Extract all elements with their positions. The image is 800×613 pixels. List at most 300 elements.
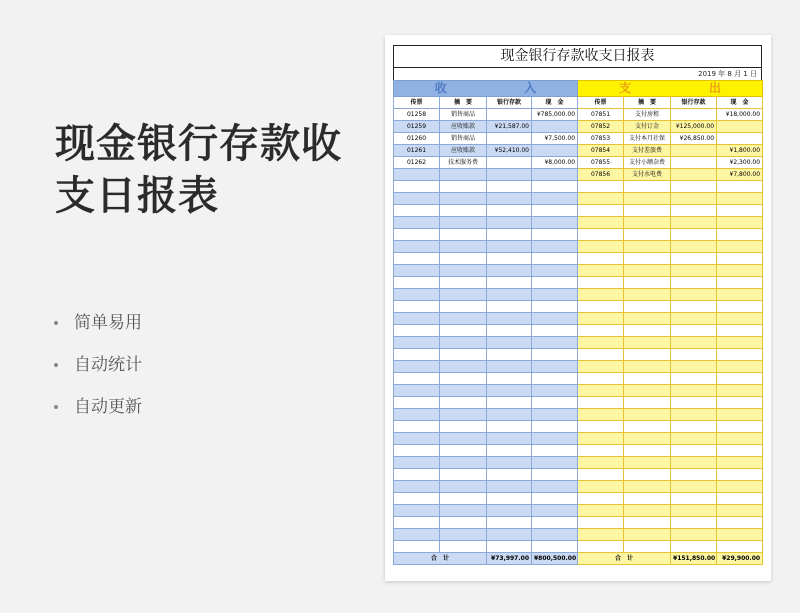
income-cell-summary — [440, 205, 487, 217]
income-cell-voucher — [394, 241, 440, 253]
income-cell-summary — [440, 241, 487, 253]
income-cell-bank — [487, 505, 532, 517]
income-cell-voucher — [394, 469, 440, 481]
feature-label: 自动更新 — [74, 397, 142, 417]
expense-cell-bank — [671, 361, 717, 373]
expense-cell-summary: 支付小额杂费 — [624, 157, 671, 169]
income-cell-cash — [532, 505, 578, 517]
income-cell-summary: 技术服务费 — [440, 157, 487, 169]
expense-cell-summary — [624, 337, 671, 349]
expense-cell-summary: 支付水电费 — [624, 169, 671, 181]
income-cell-bank — [487, 529, 532, 541]
income-cell-summary — [440, 169, 487, 181]
expense-cell-cash: ¥7,800.00 — [717, 169, 763, 181]
income-cell-summary — [440, 337, 487, 349]
table-row — [394, 133, 763, 145]
expense-cell-voucher — [578, 445, 624, 457]
table-row — [394, 121, 763, 133]
income-cell-voucher: 01259 — [394, 121, 440, 133]
income-cell-bank — [487, 433, 532, 445]
expense-cell-voucher — [578, 205, 624, 217]
income-cell-bank — [487, 313, 532, 325]
expense-cell-cash — [717, 205, 763, 217]
expense-cell-cash: ¥2,300.00 — [717, 157, 763, 169]
income-cell-bank — [487, 325, 532, 337]
expense-cell-voucher: 07855 — [578, 157, 624, 169]
expense-section-char: 支 — [619, 81, 632, 95]
income-cell-bank — [487, 481, 532, 493]
income-cell-summary — [440, 373, 487, 385]
table-row — [394, 373, 763, 385]
expense-cell-summary: 支付差旅费 — [624, 145, 671, 157]
table-row — [394, 397, 763, 409]
expense-cell-cash — [717, 457, 763, 469]
table-row — [394, 277, 763, 289]
report-document — [393, 45, 762, 565]
table-row — [394, 493, 763, 505]
expense-cell-bank — [671, 301, 717, 313]
income-cell-cash — [532, 433, 578, 445]
expense-cell-voucher — [578, 361, 624, 373]
income-cell-voucher — [394, 541, 440, 553]
expense-cell-bank — [671, 409, 717, 421]
income-cell-cash — [532, 421, 578, 433]
income-cell-voucher — [394, 301, 440, 313]
expense-cell-bank — [671, 181, 717, 193]
income-cell-voucher: 01261 — [394, 145, 440, 157]
expense-cell-cash — [717, 421, 763, 433]
expense-cell-bank — [671, 253, 717, 265]
expense-cell-cash — [717, 241, 763, 253]
table-row — [394, 469, 763, 481]
income-cell-bank — [487, 241, 532, 253]
income-cell-cash — [532, 193, 578, 205]
income-cell-summary — [440, 469, 487, 481]
income-cell-bank — [487, 493, 532, 505]
income-cell-bank — [487, 397, 532, 409]
income-cell-bank — [487, 181, 532, 193]
expense-cell-voucher — [578, 349, 624, 361]
income-cell-summary — [440, 517, 487, 529]
income-cell-bank — [487, 205, 532, 217]
report-sheet — [385, 35, 771, 581]
income-cell-voucher — [394, 409, 440, 421]
table-row — [394, 241, 763, 253]
expense-cell-bank: ¥125,000.00 — [671, 121, 717, 133]
expense-header-cash: 现 金 — [717, 97, 763, 109]
expense-cell-voucher — [578, 289, 624, 301]
expense-cell-voucher — [578, 457, 624, 469]
expense-cell-bank: ¥26,850.00 — [671, 133, 717, 145]
income-cell-bank — [487, 229, 532, 241]
income-cell-cash — [532, 265, 578, 277]
income-cell-cash — [532, 277, 578, 289]
income-cell-summary — [440, 409, 487, 421]
expense-cell-cash — [717, 277, 763, 289]
expense-header-voucher: 传票 — [578, 97, 624, 109]
income-cell-summary — [440, 349, 487, 361]
expense-cell-bank — [671, 505, 717, 517]
expense-cell-voucher — [578, 397, 624, 409]
table-row — [394, 205, 763, 217]
expense-cell-voucher — [578, 433, 624, 445]
expense-cell-cash — [717, 385, 763, 397]
income-cell-summary — [440, 325, 487, 337]
income-cell-voucher — [394, 217, 440, 229]
table-row — [394, 481, 763, 493]
income-cell-summary — [440, 313, 487, 325]
table-row — [394, 505, 763, 517]
income-cell-bank: ¥52,410.00 — [487, 145, 532, 157]
expense-cell-summary — [624, 517, 671, 529]
expense-cell-cash: ¥1,800.00 — [717, 145, 763, 157]
income-cell-voucher — [394, 337, 440, 349]
income-cell-voucher — [394, 181, 440, 193]
income-cell-bank — [487, 409, 532, 421]
expense-cell-summary — [624, 541, 671, 553]
income-cell-voucher — [394, 205, 440, 217]
table-row — [394, 313, 763, 325]
income-cell-summary: 应收账款 — [440, 145, 487, 157]
expense-cell-voucher — [578, 493, 624, 505]
expense-cell-summary — [624, 397, 671, 409]
income-cell-voucher: 01262 — [394, 157, 440, 169]
expense-cell-summary — [624, 265, 671, 277]
expense-cell-voucher — [578, 337, 624, 349]
expense-cell-bank — [671, 433, 717, 445]
expense-cell-voucher — [578, 373, 624, 385]
expense-cell-bank — [671, 265, 717, 277]
expense-cell-voucher — [578, 409, 624, 421]
income-header-cash: 现 金 — [532, 97, 578, 109]
income-cell-voucher — [394, 289, 440, 301]
income-cell-cash — [532, 253, 578, 265]
income-cell-bank — [487, 337, 532, 349]
expense-cell-bank — [671, 157, 717, 169]
expense-total-bank: ¥151,850.00 — [671, 553, 717, 565]
expense-cell-cash — [717, 361, 763, 373]
expense-cell-cash — [717, 541, 763, 553]
feature-list — [52, 312, 142, 438]
table-row — [394, 181, 763, 193]
income-cell-summary — [440, 421, 487, 433]
income-header-bank: 银行存款 — [487, 97, 532, 109]
income-cell-voucher — [394, 505, 440, 517]
income-cell-cash — [532, 205, 578, 217]
table-row — [394, 301, 763, 313]
expense-cell-cash — [717, 409, 763, 421]
income-cell-voucher — [394, 457, 440, 469]
expense-cell-summary — [624, 241, 671, 253]
expense-cell-cash — [717, 445, 763, 457]
expense-cell-voucher — [578, 265, 624, 277]
table-row — [394, 541, 763, 553]
income-cell-voucher — [394, 421, 440, 433]
table-row — [394, 421, 763, 433]
expense-cell-cash — [717, 481, 763, 493]
expense-cell-summary — [624, 289, 671, 301]
expense-cell-bank — [671, 145, 717, 157]
bullet-icon — [54, 405, 58, 409]
income-cell-voucher: 01260 — [394, 133, 440, 145]
income-cell-summary: 应收账款 — [440, 121, 487, 133]
expense-cell-bank — [671, 385, 717, 397]
income-cell-bank — [487, 541, 532, 553]
feature-label: 简单易用 — [74, 313, 142, 333]
expense-cell-cash — [717, 313, 763, 325]
expense-cell-cash — [717, 181, 763, 193]
income-cell-bank — [487, 421, 532, 433]
income-cell-summary — [440, 457, 487, 469]
expense-cell-voucher — [578, 541, 624, 553]
expense-cell-voucher — [578, 481, 624, 493]
income-cell-voucher: 01258 — [394, 109, 440, 121]
income-cell-cash — [532, 121, 578, 133]
expense-cell-voucher: 07853 — [578, 133, 624, 145]
income-total-label: 合 计 — [394, 553, 487, 565]
table-row — [394, 229, 763, 241]
expense-cell-voucher — [578, 529, 624, 541]
expense-cell-bank — [671, 277, 717, 289]
expense-cell-summary — [624, 409, 671, 421]
expense-cell-voucher: 07851 — [578, 109, 624, 121]
table-row — [394, 325, 763, 337]
expense-cell-voucher — [578, 505, 624, 517]
income-cell-cash — [532, 337, 578, 349]
income-cell-voucher — [394, 349, 440, 361]
expense-cell-cash — [717, 301, 763, 313]
expense-header-bank: 银行存款 — [671, 97, 717, 109]
income-cell-cash — [532, 289, 578, 301]
expense-cell-voucher: 07854 — [578, 145, 624, 157]
expense-cell-bank — [671, 445, 717, 457]
income-cell-bank — [487, 253, 532, 265]
expense-cell-summary — [624, 529, 671, 541]
table-row — [394, 157, 763, 169]
expense-cell-voucher: 07852 — [578, 121, 624, 133]
income-cell-summary — [440, 181, 487, 193]
table-row — [394, 289, 763, 301]
expense-cell-summary — [624, 193, 671, 205]
expense-cell-voucher — [578, 325, 624, 337]
income-cell-bank — [487, 517, 532, 529]
income-cell-bank: ¥21,587.00 — [487, 121, 532, 133]
income-cell-bank — [487, 109, 532, 121]
expense-cell-bank — [671, 289, 717, 301]
expense-cell-cash — [717, 229, 763, 241]
income-cell-bank — [487, 301, 532, 313]
expense-cell-cash — [717, 217, 763, 229]
expense-cell-voucher — [578, 217, 624, 229]
expense-cell-bank — [671, 313, 717, 325]
income-cell-summary — [440, 397, 487, 409]
expense-cell-summary — [624, 445, 671, 457]
expense-cell-bank — [671, 421, 717, 433]
income-cell-summary — [440, 193, 487, 205]
income-cell-bank — [487, 361, 532, 373]
income-cell-voucher — [394, 229, 440, 241]
income-cell-cash: ¥785,000.00 — [532, 109, 578, 121]
expense-cell-bank — [671, 241, 717, 253]
feature-item — [52, 396, 142, 438]
table-row — [394, 409, 763, 421]
income-cell-bank — [487, 157, 532, 169]
income-cell-cash — [532, 385, 578, 397]
income-cell-cash — [532, 145, 578, 157]
expense-cell-cash — [717, 505, 763, 517]
expense-cell-cash — [717, 253, 763, 265]
income-total-cash: ¥800,500.00 — [532, 553, 578, 565]
income-section-char: 入 — [524, 81, 537, 95]
income-cell-cash — [532, 181, 578, 193]
expense-cell-bank — [671, 193, 717, 205]
income-cell-summary — [440, 433, 487, 445]
income-cell-voucher — [394, 517, 440, 529]
income-cell-voucher — [394, 169, 440, 181]
income-cell-summary — [440, 301, 487, 313]
income-cell-cash: ¥8,000.00 — [532, 157, 578, 169]
income-cell-cash — [532, 241, 578, 253]
table-row — [394, 337, 763, 349]
expense-cell-summary — [624, 217, 671, 229]
income-cell-voucher — [394, 193, 440, 205]
expense-cell-voucher: 07856 — [578, 169, 624, 181]
income-cell-summary: 销售商品 — [440, 133, 487, 145]
expense-cell-voucher — [578, 241, 624, 253]
income-cell-summary — [440, 541, 487, 553]
table-row — [394, 265, 763, 277]
report-table — [393, 80, 763, 565]
income-cell-bank — [487, 385, 532, 397]
expense-cell-voucher — [578, 229, 624, 241]
expense-cell-cash — [717, 349, 763, 361]
income-cell-voucher — [394, 433, 440, 445]
income-cell-bank — [487, 265, 532, 277]
income-cell-voucher — [394, 445, 440, 457]
income-cell-summary — [440, 529, 487, 541]
expense-cell-voucher — [578, 313, 624, 325]
income-cell-summary — [440, 265, 487, 277]
table-row — [394, 253, 763, 265]
income-cell-cash — [532, 457, 578, 469]
expense-cell-cash — [717, 433, 763, 445]
expense-cell-bank — [671, 529, 717, 541]
expense-cell-bank — [671, 217, 717, 229]
expense-cell-summary — [624, 229, 671, 241]
expense-cell-bank — [671, 457, 717, 469]
expense-cell-cash — [717, 529, 763, 541]
income-cell-bank — [487, 193, 532, 205]
expense-cell-voucher — [578, 385, 624, 397]
income-cell-cash — [532, 493, 578, 505]
expense-cell-bank — [671, 205, 717, 217]
income-cell-summary — [440, 229, 487, 241]
income-cell-bank — [487, 289, 532, 301]
income-cell-summary — [440, 493, 487, 505]
expense-cell-bank — [671, 325, 717, 337]
income-cell-summary — [440, 385, 487, 397]
income-section-char: 收 — [434, 81, 447, 95]
expense-cell-bank — [671, 469, 717, 481]
expense-cell-summary — [624, 301, 671, 313]
expense-cell-bank — [671, 169, 717, 181]
table-row — [394, 445, 763, 457]
expense-cell-voucher — [578, 301, 624, 313]
income-cell-summary — [440, 217, 487, 229]
income-cell-summary — [440, 445, 487, 457]
expense-cell-summary — [624, 181, 671, 193]
income-cell-voucher — [394, 385, 440, 397]
income-cell-cash — [532, 529, 578, 541]
expense-cell-bank — [671, 481, 717, 493]
income-cell-summary — [440, 481, 487, 493]
bullet-icon — [54, 321, 58, 325]
income-cell-cash — [532, 361, 578, 373]
expense-section-header — [578, 81, 763, 97]
income-cell-cash — [532, 481, 578, 493]
expense-cell-summary — [624, 349, 671, 361]
expense-cell-cash — [717, 325, 763, 337]
expense-cell-summary — [624, 325, 671, 337]
expense-cell-summary — [624, 277, 671, 289]
expense-cell-bank — [671, 229, 717, 241]
table-row — [394, 145, 763, 157]
table-row — [394, 457, 763, 469]
expense-cell-summary — [624, 361, 671, 373]
table-row — [394, 529, 763, 541]
expense-cell-summary — [624, 469, 671, 481]
feature-item — [52, 354, 142, 396]
income-cell-cash: ¥7,500.00 — [532, 133, 578, 145]
expense-cell-bank — [671, 109, 717, 121]
income-cell-cash — [532, 373, 578, 385]
income-cell-voucher — [394, 481, 440, 493]
expense-cell-summary — [624, 493, 671, 505]
expense-cell-summary: 支付订金 — [624, 121, 671, 133]
income-cell-cash — [532, 301, 578, 313]
expense-cell-cash — [717, 265, 763, 277]
expense-cell-cash — [717, 121, 763, 133]
income-cell-summary — [440, 289, 487, 301]
income-cell-voucher — [394, 493, 440, 505]
expense-section-char: 出 — [709, 81, 722, 95]
income-cell-bank — [487, 469, 532, 481]
income-cell-voucher — [394, 253, 440, 265]
income-cell-bank — [487, 349, 532, 361]
expense-cell-summary — [624, 205, 671, 217]
expense-cell-cash — [717, 133, 763, 145]
expense-cell-summary: 支付本月社保 — [624, 133, 671, 145]
expense-cell-voucher — [578, 253, 624, 265]
expense-header-summary: 摘 要 — [624, 97, 671, 109]
income-cell-summary — [440, 361, 487, 373]
expense-cell-voucher — [578, 181, 624, 193]
expense-cell-summary — [624, 313, 671, 325]
income-cell-cash — [532, 349, 578, 361]
income-cell-bank — [487, 445, 532, 457]
expense-cell-cash — [717, 373, 763, 385]
expense-cell-summary — [624, 505, 671, 517]
expense-cell-voucher — [578, 193, 624, 205]
income-cell-bank — [487, 373, 532, 385]
expense-cell-bank — [671, 373, 717, 385]
expense-cell-cash — [717, 289, 763, 301]
table-row — [394, 517, 763, 529]
income-cell-bank — [487, 217, 532, 229]
expense-cell-summary — [624, 433, 671, 445]
report-body — [394, 109, 763, 553]
income-cell-voucher — [394, 529, 440, 541]
